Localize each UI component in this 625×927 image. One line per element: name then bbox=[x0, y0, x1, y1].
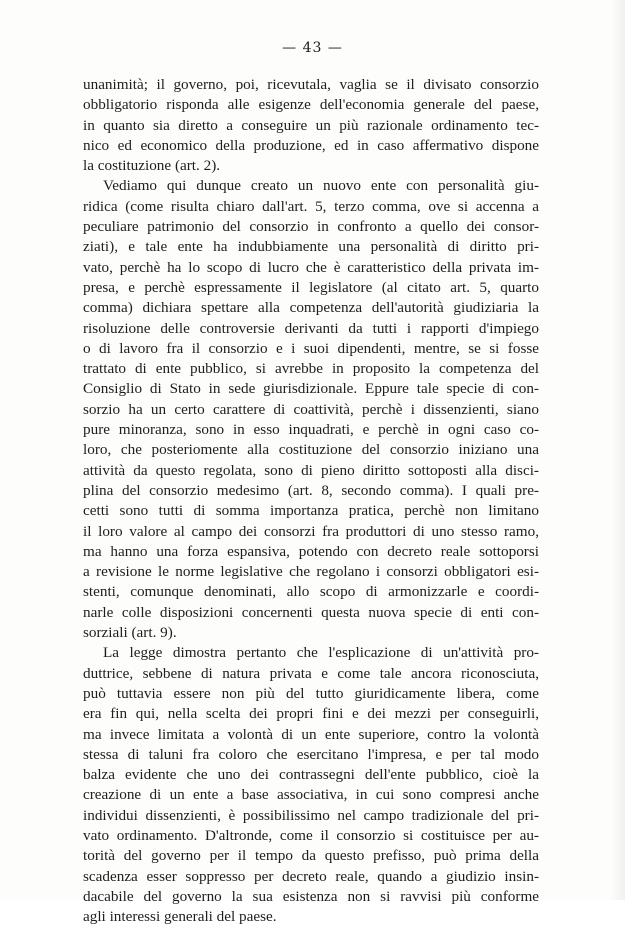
text-line: creazione di un ente a base associativa, in cui sono compresi anche bbox=[83, 786, 539, 804]
text-line: presa, e perchè espressamente il legislatore (al citato art. 5, quarto bbox=[83, 278, 539, 296]
text-line: ma hanno una forza espansiva, potendo con decreto reale sottoporsi bbox=[83, 542, 539, 560]
text-line: vato, perchè ha lo scopo di lucro che è caratteristico della privata im- bbox=[83, 258, 539, 276]
page-number: — 43 — bbox=[282, 40, 343, 56]
text-line: ma invece limitata a volontà di un ente superiore, contro la volontà bbox=[83, 725, 539, 743]
text-line: cetti sono tutti di somma importanza pratica, perchè non limitano bbox=[83, 502, 539, 520]
text-line: a revisione le norme legislative che regolano i consorzi obbligatori esi- bbox=[83, 563, 539, 581]
text-line: scadenza esser soppresso per decreto reale, quando a giudizio insin- bbox=[83, 867, 539, 885]
text-line: duttrice, sebbene di natura privata e come tale ancora riconosciuta, bbox=[83, 664, 539, 682]
text-line: stenti, comunque denominati, allo scopo di armonizzarle e coordi- bbox=[83, 583, 539, 601]
text-line: attività da questo regolata, sono di pieno diritto sottoposti alla disci- bbox=[83, 461, 539, 479]
text-line: nico ed economico della produzione, ed in caso affermativo dispone bbox=[83, 136, 539, 154]
text-line: sorzio ha un certo carattere di coattività, perchè i dissenzienti, siano bbox=[83, 400, 539, 418]
paragraph-first-line: Vediamo qui dunque creato un nuovo ente con personalità giu- bbox=[103, 177, 539, 195]
text-line: era fin qui, nella scelta dei propri fini e dei mezzi per conseguirli, bbox=[83, 705, 539, 723]
text-line: ridica (come risulta chiaro dall'art. 5, terzo comma, ove si accenna a bbox=[83, 197, 539, 215]
text-line: pure minoranza, sono in esso inquadrati, e perchè in ogni caso co- bbox=[83, 421, 539, 439]
text-line: il loro valore al campo dei consorzi fra produttori di uno stesso ramo, bbox=[83, 522, 539, 540]
text-line: può tuttavia essere non più del tutto giuridicamente libera, come bbox=[83, 684, 539, 702]
text-line: o di lavoro fra il consorzio e i suoi dipendenti, mentre, se si fosse bbox=[83, 339, 539, 357]
text-line: stessa di taluni fra coloro che esercitano l'impresa, e per tal modo bbox=[83, 745, 539, 763]
text-line: obbligatorio risponda alle esigenze dell'economia generale del paese, bbox=[83, 96, 539, 114]
text-line: ziati), e tale ente ha indubbiamente una personalità di diritto pri- bbox=[83, 238, 539, 256]
text-line: plina del consorzio medesimo (art. 8, secondo comma). I quali pre- bbox=[83, 481, 539, 499]
text-line: in quanto sia diretto a conseguire un più razionale ordinamento tec- bbox=[83, 116, 539, 134]
text-line: trattato di ente pubblico, si avrebbe in proposito la competenza del bbox=[83, 360, 539, 378]
text-line: vato ordinamento. D'altronde, come il consorzio si costituisce per au- bbox=[83, 826, 539, 844]
text-line: unanimità; il governo, poi, ricevutala, vaglia se il divisato consorzio bbox=[83, 76, 539, 93]
text-line: dacabile del governo la sua esistenza non si ravvisi più conforme bbox=[83, 887, 539, 905]
text-line: torità del governo per il tempo da questo prefisso, può prima della bbox=[83, 847, 539, 865]
text-line: Consiglio di Stato in sede giurisdizionale. Eppure tale specie di con- bbox=[83, 380, 539, 398]
text-line: comma) dichiara spettare alla competenza dell'autorità giudiziaria la bbox=[83, 299, 539, 317]
text-line: risoluzione delle controversie derivanti da tutti i rapporti d'impiego bbox=[83, 319, 539, 337]
page-edge-shadow bbox=[611, 0, 625, 900]
paragraph-first-line: La legge dimostra pertanto che l'esplicazione di un'attività pro- bbox=[103, 644, 539, 662]
text-line: peculiare patrimonio del consorzio in confronto a quello dei consor- bbox=[83, 218, 539, 236]
text-line: la costituzione (art. 2). bbox=[83, 157, 221, 175]
body-text bbox=[83, 75, 539, 927]
text-line: agli interessi generali del paese. bbox=[83, 908, 277, 926]
text-line: sorziali (art. 9). bbox=[83, 624, 177, 642]
text-line: narle colle disposizioni concernenti questa nuova specie di enti con- bbox=[83, 603, 539, 621]
text-line: individui dissenzienti, è possibilissimo nel campo tradizionale del pri- bbox=[83, 806, 539, 824]
text-line: loro, che posteriomente alla costituzione del consorzio iniziano una bbox=[83, 441, 539, 459]
text-line: balza evidente che uno dei contrassegni dell'ente pubblico, cioè la bbox=[83, 766, 539, 784]
